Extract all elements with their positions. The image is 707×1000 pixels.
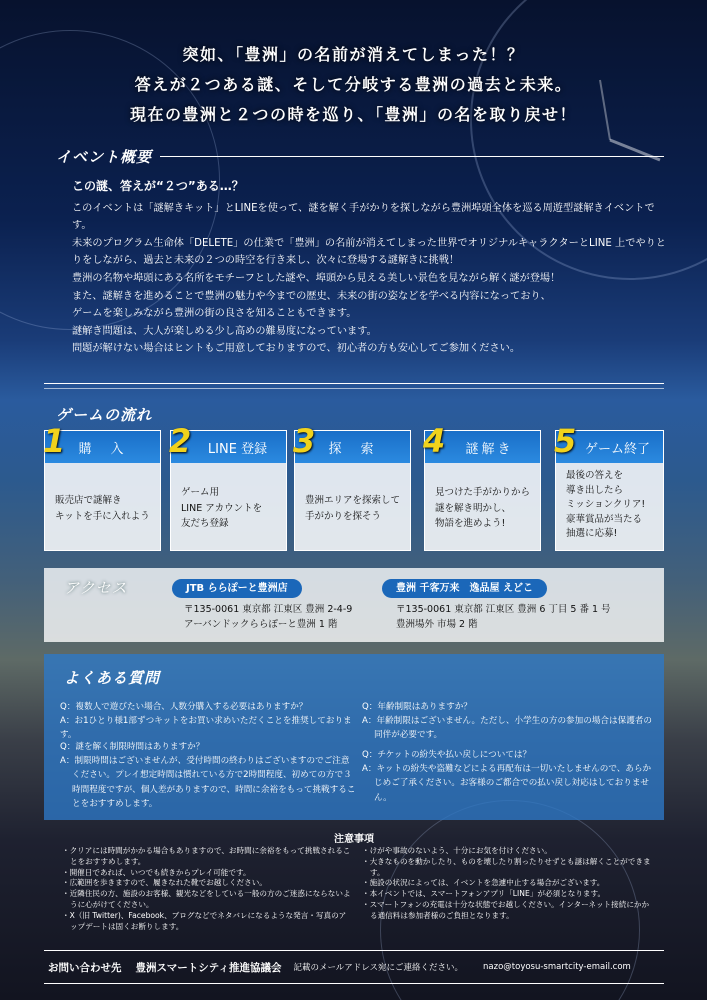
shop-address-line: アーバンドックららぽーと豊洲 1 階: [184, 619, 338, 630]
flow-step-label: 購 入: [45, 431, 160, 463]
hero-line-3: 現在の豊洲と２つの時を巡り、「豊洲」の名を取り戻せ！: [129, 105, 577, 124]
flow-step-4: [423, 422, 541, 551]
faq-answer: A：年齢制限はございません。ただし、小学生の方の参加の場合は保護者の同伴が必要です。: [362, 716, 652, 741]
overview-title: イベント概要: [56, 148, 153, 166]
overview-paragraph: 問題が解けない場合はヒントもご用意しておりますので、初心者の方も安心してご参加ください。: [72, 343, 521, 355]
notes-list-left: [62, 846, 352, 932]
flow-step-label: 謎解き: [425, 431, 540, 463]
note-item: ・クリアには時間がかかる場合もありますので、お時間に余裕をもって挑戦されることをおすすめします。: [62, 846, 351, 866]
shop-address-2: [396, 602, 611, 632]
faq-question: Q：年齢制限はありますか？: [362, 702, 472, 712]
faq-question: Q：複数人で遊びたい場合、人数分購入する必要はありますか？: [60, 702, 308, 712]
note-item: ・近隣住民の方、施設のお客様、観光などをしている一般の方のご迷惑にならないように心がけてください。: [62, 889, 351, 909]
contact-label: お問い合わせ先: [48, 961, 122, 974]
notes-section: [44, 824, 664, 950]
faq-question: Q：謎を解く制限時間はありますか？: [60, 742, 205, 752]
faq-item: [60, 700, 356, 743]
overview-body: [72, 178, 672, 358]
shop-address-line: 豊洲場外 市場 2 階: [396, 619, 478, 630]
faq-panel: [44, 654, 664, 820]
flow-step-text: 最後の答えを 導き出したら ミッションクリア! 豪華賞品が当たる 抽選に応募!: [566, 470, 646, 539]
overview-paragraph: 謎解き問題は、大人が楽しめる少し高めの難易度になっています。: [72, 325, 377, 337]
flow-step-text: 豊洲エリアを探索して 手がかりを探そう: [305, 495, 401, 522]
contact-org: 豊洲スマートシティ推進協議会: [135, 961, 282, 974]
flow-step-number: 3: [293, 422, 316, 460]
faq-answer: A：制限時間はございませんが、受付時間の終わりはございますのでご注意ください。プレイ想定時間は慣れている方で2時間程度、初めての方で３時間程度ですが、個人差がありますので、時間に余裕をもって挑戦することをおすすめします。: [60, 756, 356, 809]
note-item: ・広範囲を歩きますので、履きなれた靴でお越しください。: [62, 878, 267, 888]
overview-paragraph: このイベントは「謎解きキット」とLINEを使って、謎を解く手がかりを探しながら豊洲埠頭全体を巡る周遊型謎解きイベントです。: [72, 202, 655, 232]
flow-step-number: 5: [554, 422, 577, 460]
faq-answer: A：お1ひとり様1部ずつキットをお買い求めいただくことを推奨しております。: [60, 716, 352, 741]
hero-line-1: 突如、「豊洲」の名前が消えてしまった！？: [182, 45, 525, 64]
section-divider: [44, 383, 664, 384]
notes-title: 注意事項: [334, 834, 374, 845]
note-item: ・開催日であれば、いつでも続きからプレイ可能です。: [62, 867, 251, 877]
access-title: アクセス: [64, 579, 128, 597]
note-item: ・けがや事故のないよう、十分にお気を付けください。: [362, 846, 552, 855]
faq-item: [362, 748, 654, 805]
faq-item: [362, 700, 654, 743]
overview-paragraph: ゲームを楽しみながら豊洲の街の良さを知ることもできます。: [72, 308, 357, 320]
flow-step-text: 販売店で謎解き キットを手に入れよう: [55, 495, 150, 522]
access-panel: [44, 568, 664, 642]
flow-step-label: 探 索: [295, 431, 410, 463]
contact-email[interactable]: nazo@toyosu-smartcity-email.com: [483, 962, 631, 972]
note-item: ・大きなものを動かしたり、ものを壊したり割ったりせずとも謎は解くことができます。: [362, 856, 651, 877]
note-item: ・スマートフォンの充電は十分な状態でお越しください。インターネット接続にかかる通信料は参加者様のご負担となります。: [362, 899, 650, 920]
flow-step-2: [169, 422, 287, 551]
faq-answer: A：キットの紛失や盗難などによる再配布は一切いたしませんので、あらかじめご了承ください。お客様のご都合での払い戻し対応はしておりません。: [362, 764, 652, 803]
note-item: ・本イベントでは、スマートフォンアプリ「LINE」が必須となります。: [362, 889, 606, 899]
flow-step-3: [293, 422, 411, 551]
flow-step-1: [43, 422, 161, 551]
hero-line-2: 答えが２つある謎、そして分岐する豊洲の過去と未来。: [134, 75, 573, 94]
overview-paragraph: 豊洲の名物や埠頭にある名所をモチーフとした謎や、埠頭から見える美しい景色を見ながら解く謎が登場！: [72, 272, 561, 284]
flow-step-5: [554, 422, 664, 551]
flow-step-label: ゲーム終了: [556, 431, 663, 463]
flow-step-number: 4: [423, 422, 446, 460]
overview-lead: この謎、答えが“２つ”ある…？: [72, 179, 244, 193]
hero-copy: [0, 40, 707, 130]
shop-address-line: 〒135-0061 東京都 江東区 豊洲 6 丁目 5 番 1 号: [396, 604, 611, 615]
faq-question: Q：チケットの紛失や払い戻しについては？: [362, 750, 532, 760]
shop-name-1: JTB ららぽーと豊洲店: [172, 579, 302, 598]
flow-title: ゲームの流れ: [56, 406, 153, 424]
faq-title: よくある質問: [64, 669, 161, 687]
flow-step-label: LINE 登録: [171, 431, 286, 463]
contact-note: 記載のメールアドレス宛にご連絡ください。: [293, 963, 464, 973]
faq-item: [60, 740, 356, 811]
overview-paragraph: 未来のプログラム生命体「DELETE」の仕業で「豊洲」の名前が消えてしまった世界でオリジナルキャラクターとLINE 上でやりとりをしながら、過去と未来の２つの時空を行き来し、次々に登場する謎解きに挑戦！: [72, 237, 666, 267]
section-divider: [44, 388, 664, 389]
note-item: ・X（旧 Twitter)、Facebook、ブログなどでネタバレになるような発言・写真のアップデートは固くお断りします。: [62, 910, 347, 931]
shop-address-1: [184, 602, 352, 632]
shop-address-line: 〒135-0061 東京都 江東区 豊洲 2-4-9: [184, 604, 353, 615]
flow-step-number: 2: [169, 422, 192, 460]
contact-bar: [44, 950, 664, 984]
flow-step-number: 1: [43, 422, 66, 460]
shop-name-2: 豊洲 千客万来 逸品屋 えどこ: [382, 579, 547, 598]
overview-rule: [160, 156, 664, 157]
flow-step-text: 見つけた手がかりから 謎を解き明かし、 物語を進めよう!: [435, 487, 531, 529]
overview-paragraph: また、謎解きを進めることで豊洲の魅力や今までの歴史、未来の街の姿などを学べる内容になっており、: [72, 290, 551, 302]
notes-list-right: [362, 846, 652, 922]
flow-step-text: ゲーム用 LINE アカウントを 友だち登録: [181, 487, 263, 529]
note-item: ・施設の状況によっては、イベントを急遽中止する場合がございます。: [362, 878, 605, 888]
